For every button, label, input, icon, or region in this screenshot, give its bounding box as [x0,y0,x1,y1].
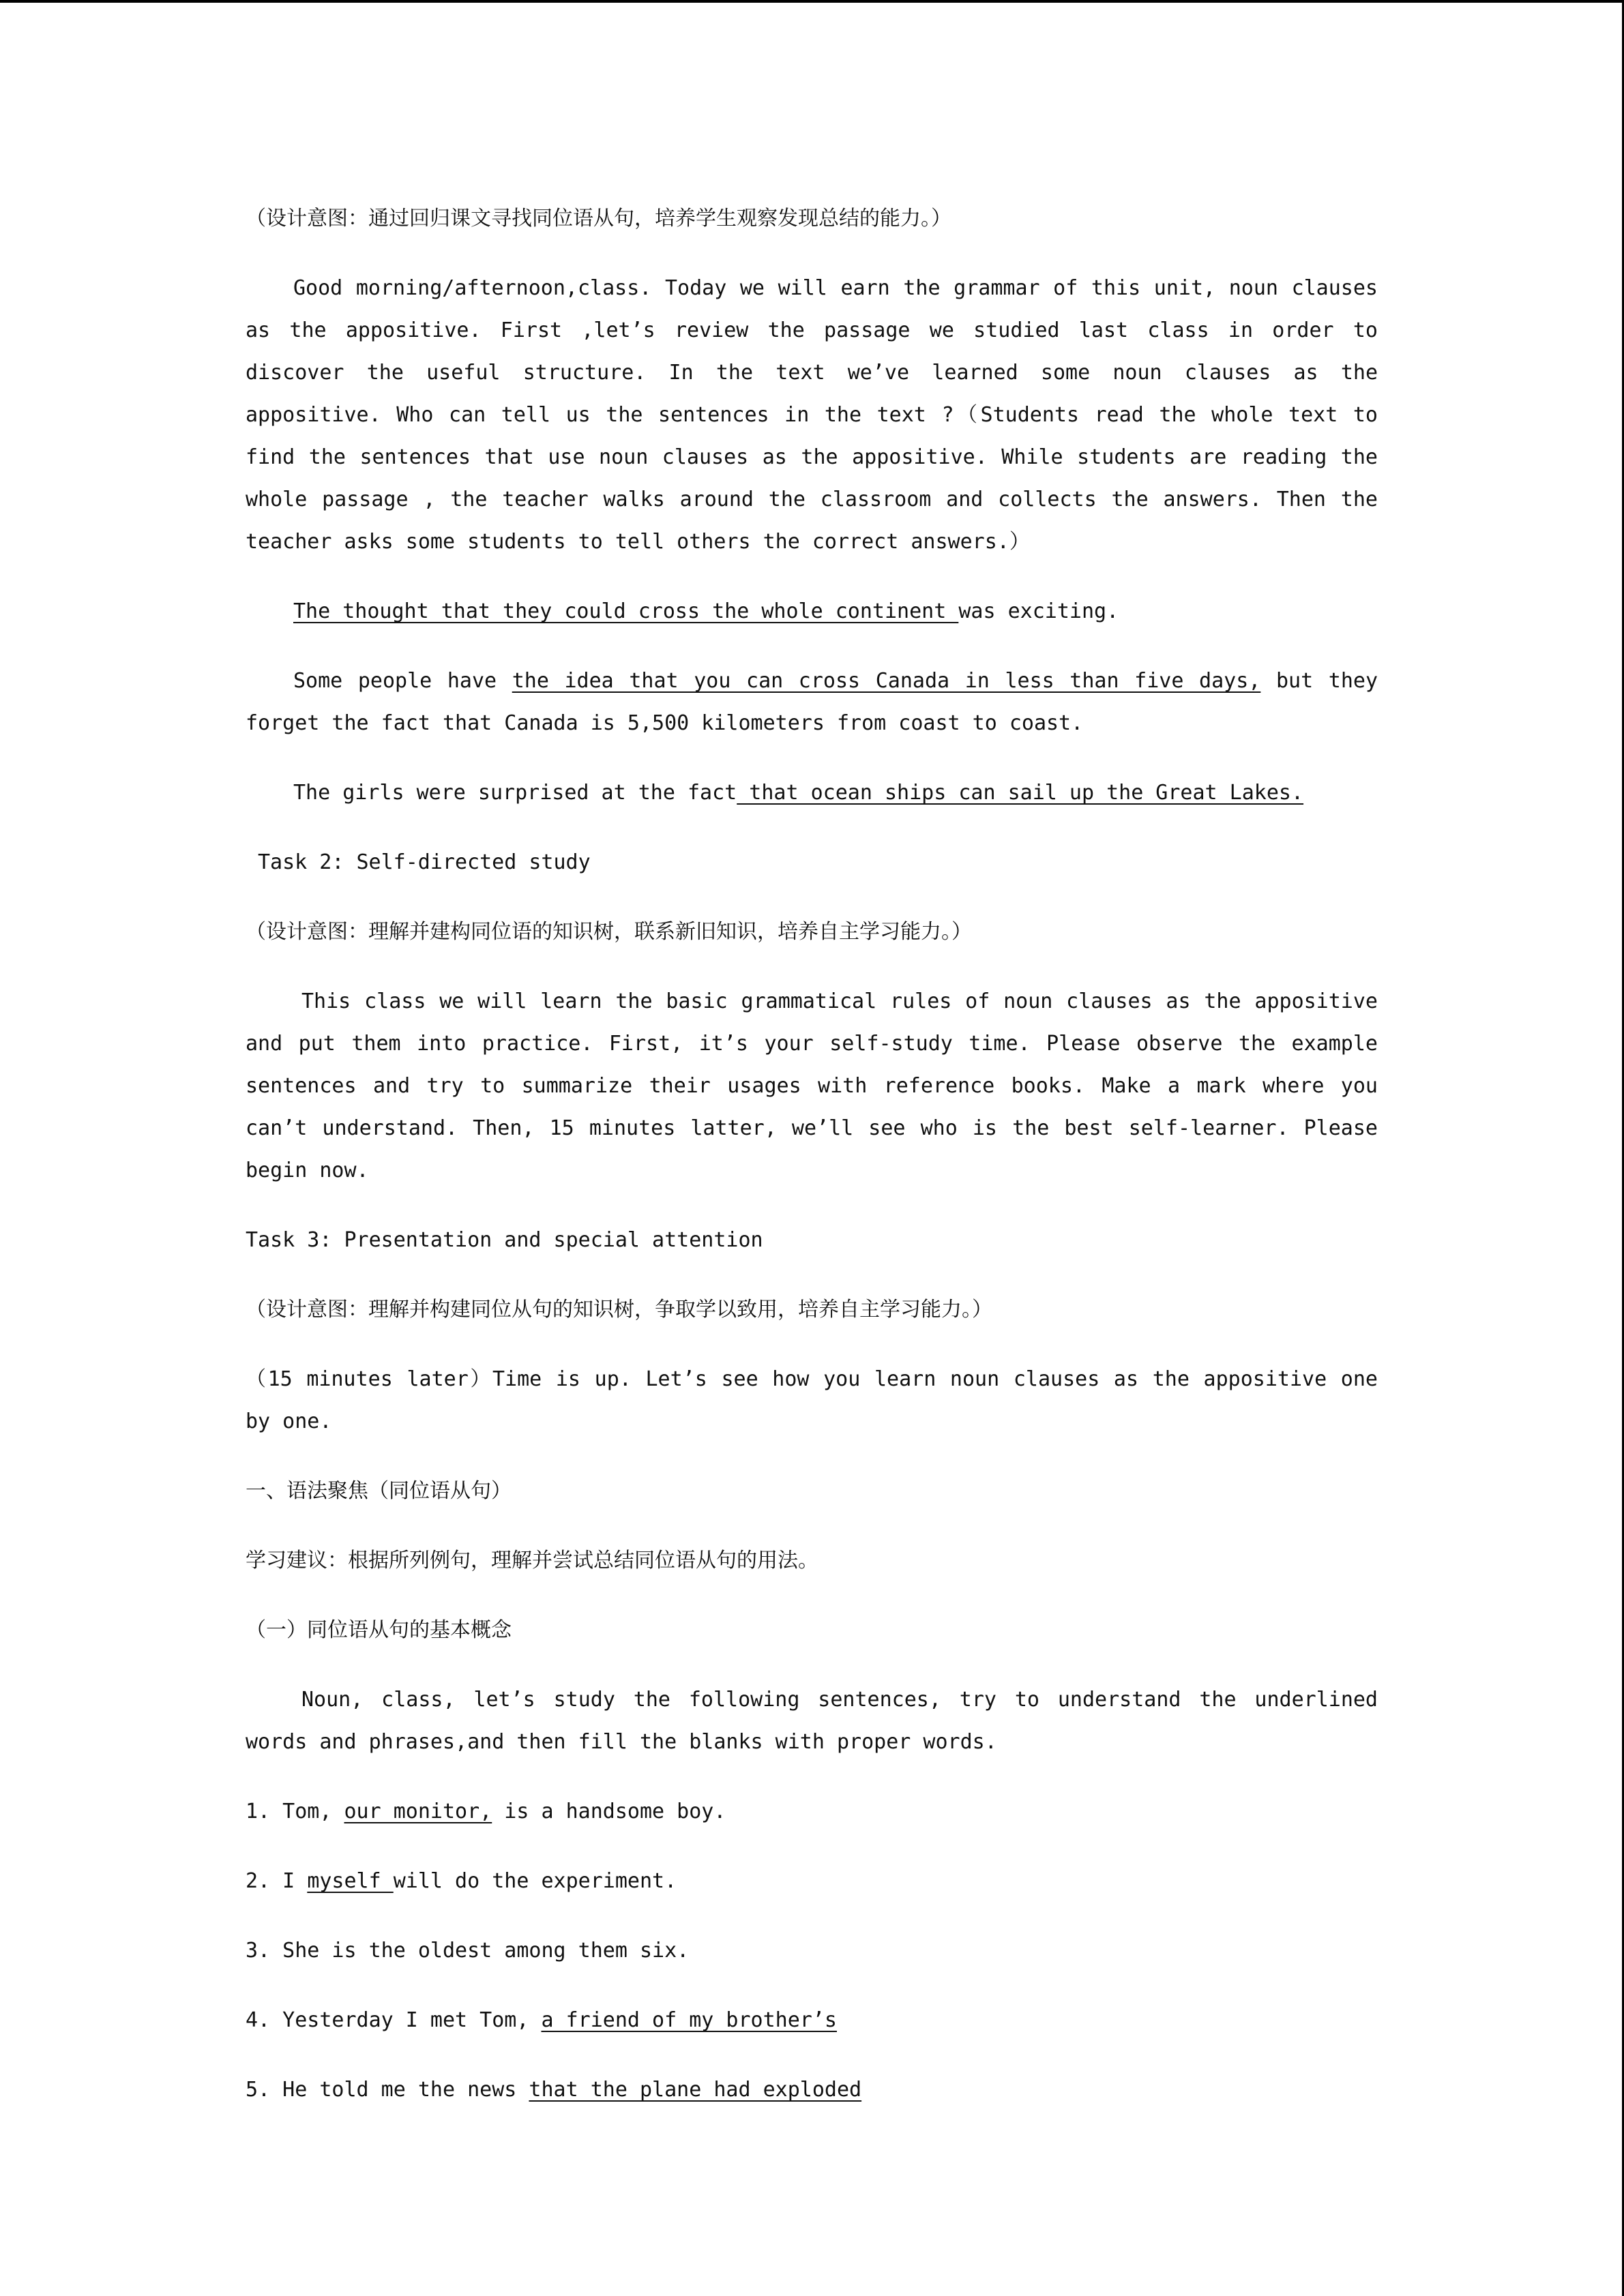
item-text: 1. Tom, [246,1800,344,1823]
example-2-before: Some people have [293,669,512,693]
item-text: 5. He told me the news [246,2078,529,2102]
example-1-underlined: The thought that they could cross the whole continent [293,599,959,623]
grammar-focus-heading: 一、语法聚焦（同位语从句） [246,1479,512,1503]
item-underlined: a friend of my brother’s [541,2008,837,2032]
example-3-underlined: that ocean ships can sail up the Great Lakes. [737,781,1304,805]
example-list-item [246,2069,1378,2111]
instruction-paragraph: Noun, class, let’s study the following sentences, try to understand the underlined words and phrases,and then fill the blanks with proper words. [246,1688,1378,1754]
item-text-after: is a handsome boy. [492,1800,726,1823]
item-text-after: will do the experiment. [393,1869,677,1893]
design-intent-1: （设计意图：通过回归课文寻找同位语从句，培养学生观察发现总结的能力。） [246,207,951,230]
example-list-item [246,1860,1378,1903]
example-sentence-2 [246,660,1378,745]
item-text: 4. Yesterday I met Tom, [246,2008,542,2032]
design-intent-3: （设计意图：理解并构建同位从句的知识树，争取学以致用，培养自主学习能力。） [246,1298,992,1322]
task-3-heading: Task 3: Presentation and special attention [246,1228,763,1252]
page-top-border [0,0,1624,3]
item-underlined: that the plane had exploded [529,2078,862,2102]
item-text: 3. She is the oldest among them six. [246,1939,690,1963]
design-intent-2: （设计意图：理解并建构同位语的知识树，联系新旧知识，培养自主学习能力。） [246,920,972,944]
basic-concept-heading: （一）同位语从句的基本概念 [246,1618,512,1642]
example-3-before: The girls were surprised at the fact [293,781,737,805]
example-2-underlined: the idea that you can cross Canada in less than five days, [512,669,1261,693]
item-underlined: our monitor, [344,1800,492,1823]
study-advice: 学习建议：根据所列例句，理解并尝试总结同位语从句的用法。 [246,1549,818,1572]
item-text: 2. I [246,1869,308,1893]
intro-paragraph: Good morning/afternoon,class. Today we will earn the grammar of this unit, noun clauses as the appositive. First ,let’s review the passage we studied last class in order to discover the useful structure. In the text we’ve learned some noun clauses as the appositive. Who can tell us the sentences in the text ?（Students read the whole text to find the sentences that use noun clauses as the appositive. While students are reading the whole passage , the teacher walks around the classroom and collects the answers. Then the teacher asks some students to tell others the correct answers.） [246,276,1378,554]
example-1-rest: was exciting. [958,599,1119,623]
document-page [246,198,1378,2138]
example-2-after: but they forget the fact that Canada is 5,500 kilometers from coast to coast. [246,669,1378,735]
task-2-heading: Task 2: Self-directed study [258,850,591,874]
example-list-item [246,1930,1378,1972]
item-underlined: myself [307,1869,394,1893]
example-list-item [246,1999,1378,2042]
example-list-item [246,1791,1378,1833]
task-3-paragraph: （15 minutes later）Time is up. Let’s see how you learn noun clauses as the appositive one by one. [246,1367,1378,1433]
task-2-paragraph: This class we will learn the basic grammatical rules of noun clauses as the appositive and put them into practice. First, it’s your self-study time. Please observe the example sentences and try to summarize their usages with reference books. Make a mark where you can’t understand. Then, 15 minutes latter, we’ll see who is the best self-learner. Please begin now. [246,989,1378,1182]
example-sentence-1 [246,591,1378,633]
example-sentence-3 [246,772,1378,814]
